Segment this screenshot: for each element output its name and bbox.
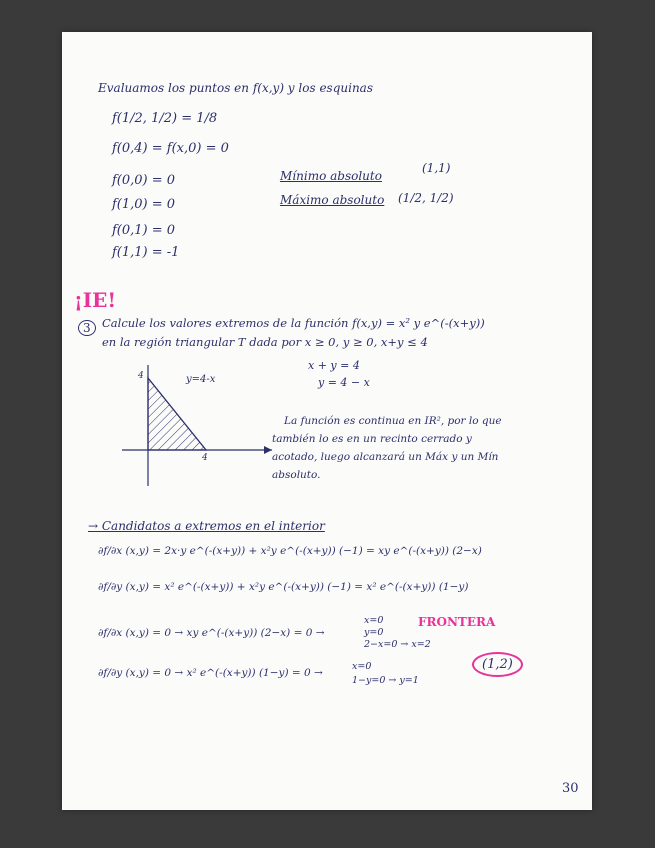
case: y=0 — [364, 627, 384, 638]
page-number: 30 — [562, 781, 579, 796]
case: x=0 — [364, 615, 384, 626]
exercise-statement: en la región triangular T dada por x ≥ 0, y ≥ 0, x+y ≤ 4 — [102, 335, 428, 349]
case: x=0 — [352, 661, 372, 672]
exercise-number: 3 — [78, 320, 96, 336]
critical-eq-x: ∂f/∂x (x,y) = 0 → xy e^(-(x+y)) (2−x) = 0 → — [98, 627, 325, 639]
notebook-page — [62, 32, 592, 810]
min-point: (1,1) — [422, 161, 451, 175]
triangle-region — [148, 378, 206, 450]
eval-line: f(0,4) = f(x,0) = 0 — [112, 141, 229, 156]
eval-line: f(1,1) = -1 — [112, 245, 180, 260]
note-line: también lo es en un recinto cerrado y — [272, 433, 472, 445]
min-label: Mínimo absoluto — [280, 169, 382, 183]
graph-line-label: y=4-x — [186, 374, 216, 385]
graph-tick-x: 4 — [202, 453, 208, 463]
section-title: → Candidatos a extremos en el interior — [88, 519, 325, 533]
eval-line: f(0,0) = 0 — [112, 173, 176, 188]
exclaim-mark: ¡IE! — [74, 288, 117, 312]
line-equation: x + y = 4 — [308, 359, 360, 372]
max-label: Máximo absoluto — [280, 193, 385, 207]
note-line: La función es continua en IR², por lo que — [284, 415, 502, 427]
graph-tick-y: 4 — [138, 371, 144, 381]
eval-line: f(1,0) = 0 — [112, 197, 176, 212]
frontera-label: FRONTERA — [418, 615, 496, 629]
case: 1−y=0 → y=1 — [352, 675, 419, 686]
max-point: (1/2, 1/2) — [398, 191, 454, 205]
eval-line: f(0,1) = 0 — [112, 223, 176, 238]
note-line: acotado, luego alcanzará un Máx y un Mín — [272, 451, 499, 463]
candidate-point: (1,2) — [472, 652, 523, 677]
critical-eq-y: ∂f/∂y (x,y) = 0 → x² e^(-(x+y)) (1−y) = 0 → — [98, 667, 323, 679]
eval-line: f(1/2, 1/2) = 1/8 — [112, 111, 218, 126]
partial-derivative-y: ∂f/∂y (x,y) = x² e^(-(x+y)) + x²y e^(-(x+y)) (−1) = x² e^(-(x+y)) (1−y) — [98, 581, 469, 593]
case: 2−x=0 → x=2 — [364, 639, 431, 650]
partial-derivative-x: ∂f/∂x (x,y) = 2x·y e^(-(x+y)) + x²y e^(-(x+y)) (−1) = xy e^(-(x+y)) (2−x) — [98, 545, 482, 557]
exercise-statement: Calcule los valores extremos de la función f(x,y) = x² y e^(-(x+y)) — [102, 316, 485, 330]
line-equation: y = 4 − x — [318, 376, 370, 389]
note-line: absoluto. — [272, 469, 321, 481]
intro-line: Evaluamos los puntos en f(x,y) y los esquinas — [98, 81, 373, 95]
